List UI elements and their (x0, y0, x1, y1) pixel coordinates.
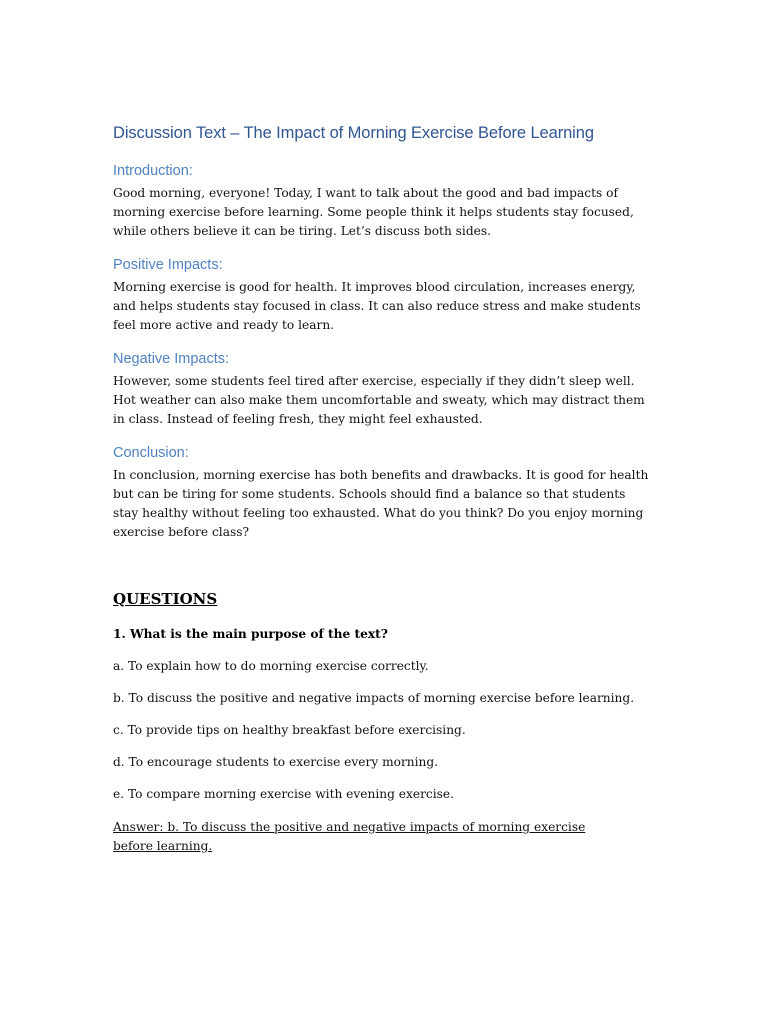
questions-title: QUESTIONS (113, 590, 218, 608)
conclusion-paragraph: In conclusion, morning exercise has both benefits and drawbacks. It is good for health but can be tiring for some students. Schools should find a balance so that students stay healthy without feeling too exhausted. What do you think? Do you enjoy morning exercise before class? (113, 468, 649, 539)
option-e: e. To compare morning exercise with evening exercise. (113, 787, 454, 801)
positive-impacts-heading: Positive Impacts: (113, 257, 223, 273)
document-title: Discussion Text – The Impact of Morning Exercise Before Learning (113, 124, 594, 142)
introduction-paragraph: Good morning, everyone! Today, I want to talk about the good and bad impacts of morning exercise before learning. Some people think it helps students stay focused, while others believe it can be tiring. Let’s discuss both sides. (113, 186, 634, 238)
option-a: a. To explain how to do morning exercise correctly. (113, 659, 429, 673)
question-1: 1. What is the main purpose of the text? (113, 627, 388, 641)
answer-line: Answer: b. To discuss the positive and negative impacts of morning exercise before learning. (113, 820, 586, 853)
option-d: d. To encourage students to exercise every morning. (113, 755, 439, 769)
negative-impacts-heading: Negative Impacts: (113, 351, 230, 367)
positive-impacts-paragraph: Morning exercise is good for health. It improves blood circulation, increases energy, and helps students stay focused in class. It can also reduce stress and make students feel more active and ready to learn. (113, 280, 641, 332)
introduction-heading: Introduction: (113, 163, 193, 179)
option-c: c. To provide tips on healthy breakfast before exercising. (113, 723, 466, 737)
negative-impacts-paragraph: However, some students feel tired after exercise, especially if they didn’t sleep well. Hot weather can also make them uncomfortable and sweaty, which may distract them in class. Instead of feeling fresh, they might feel exhausted. (113, 374, 645, 426)
option-b: b. To discuss the positive and negative impacts of morning exercise before learning. (113, 691, 635, 705)
conclusion-heading: Conclusion: (113, 445, 189, 461)
